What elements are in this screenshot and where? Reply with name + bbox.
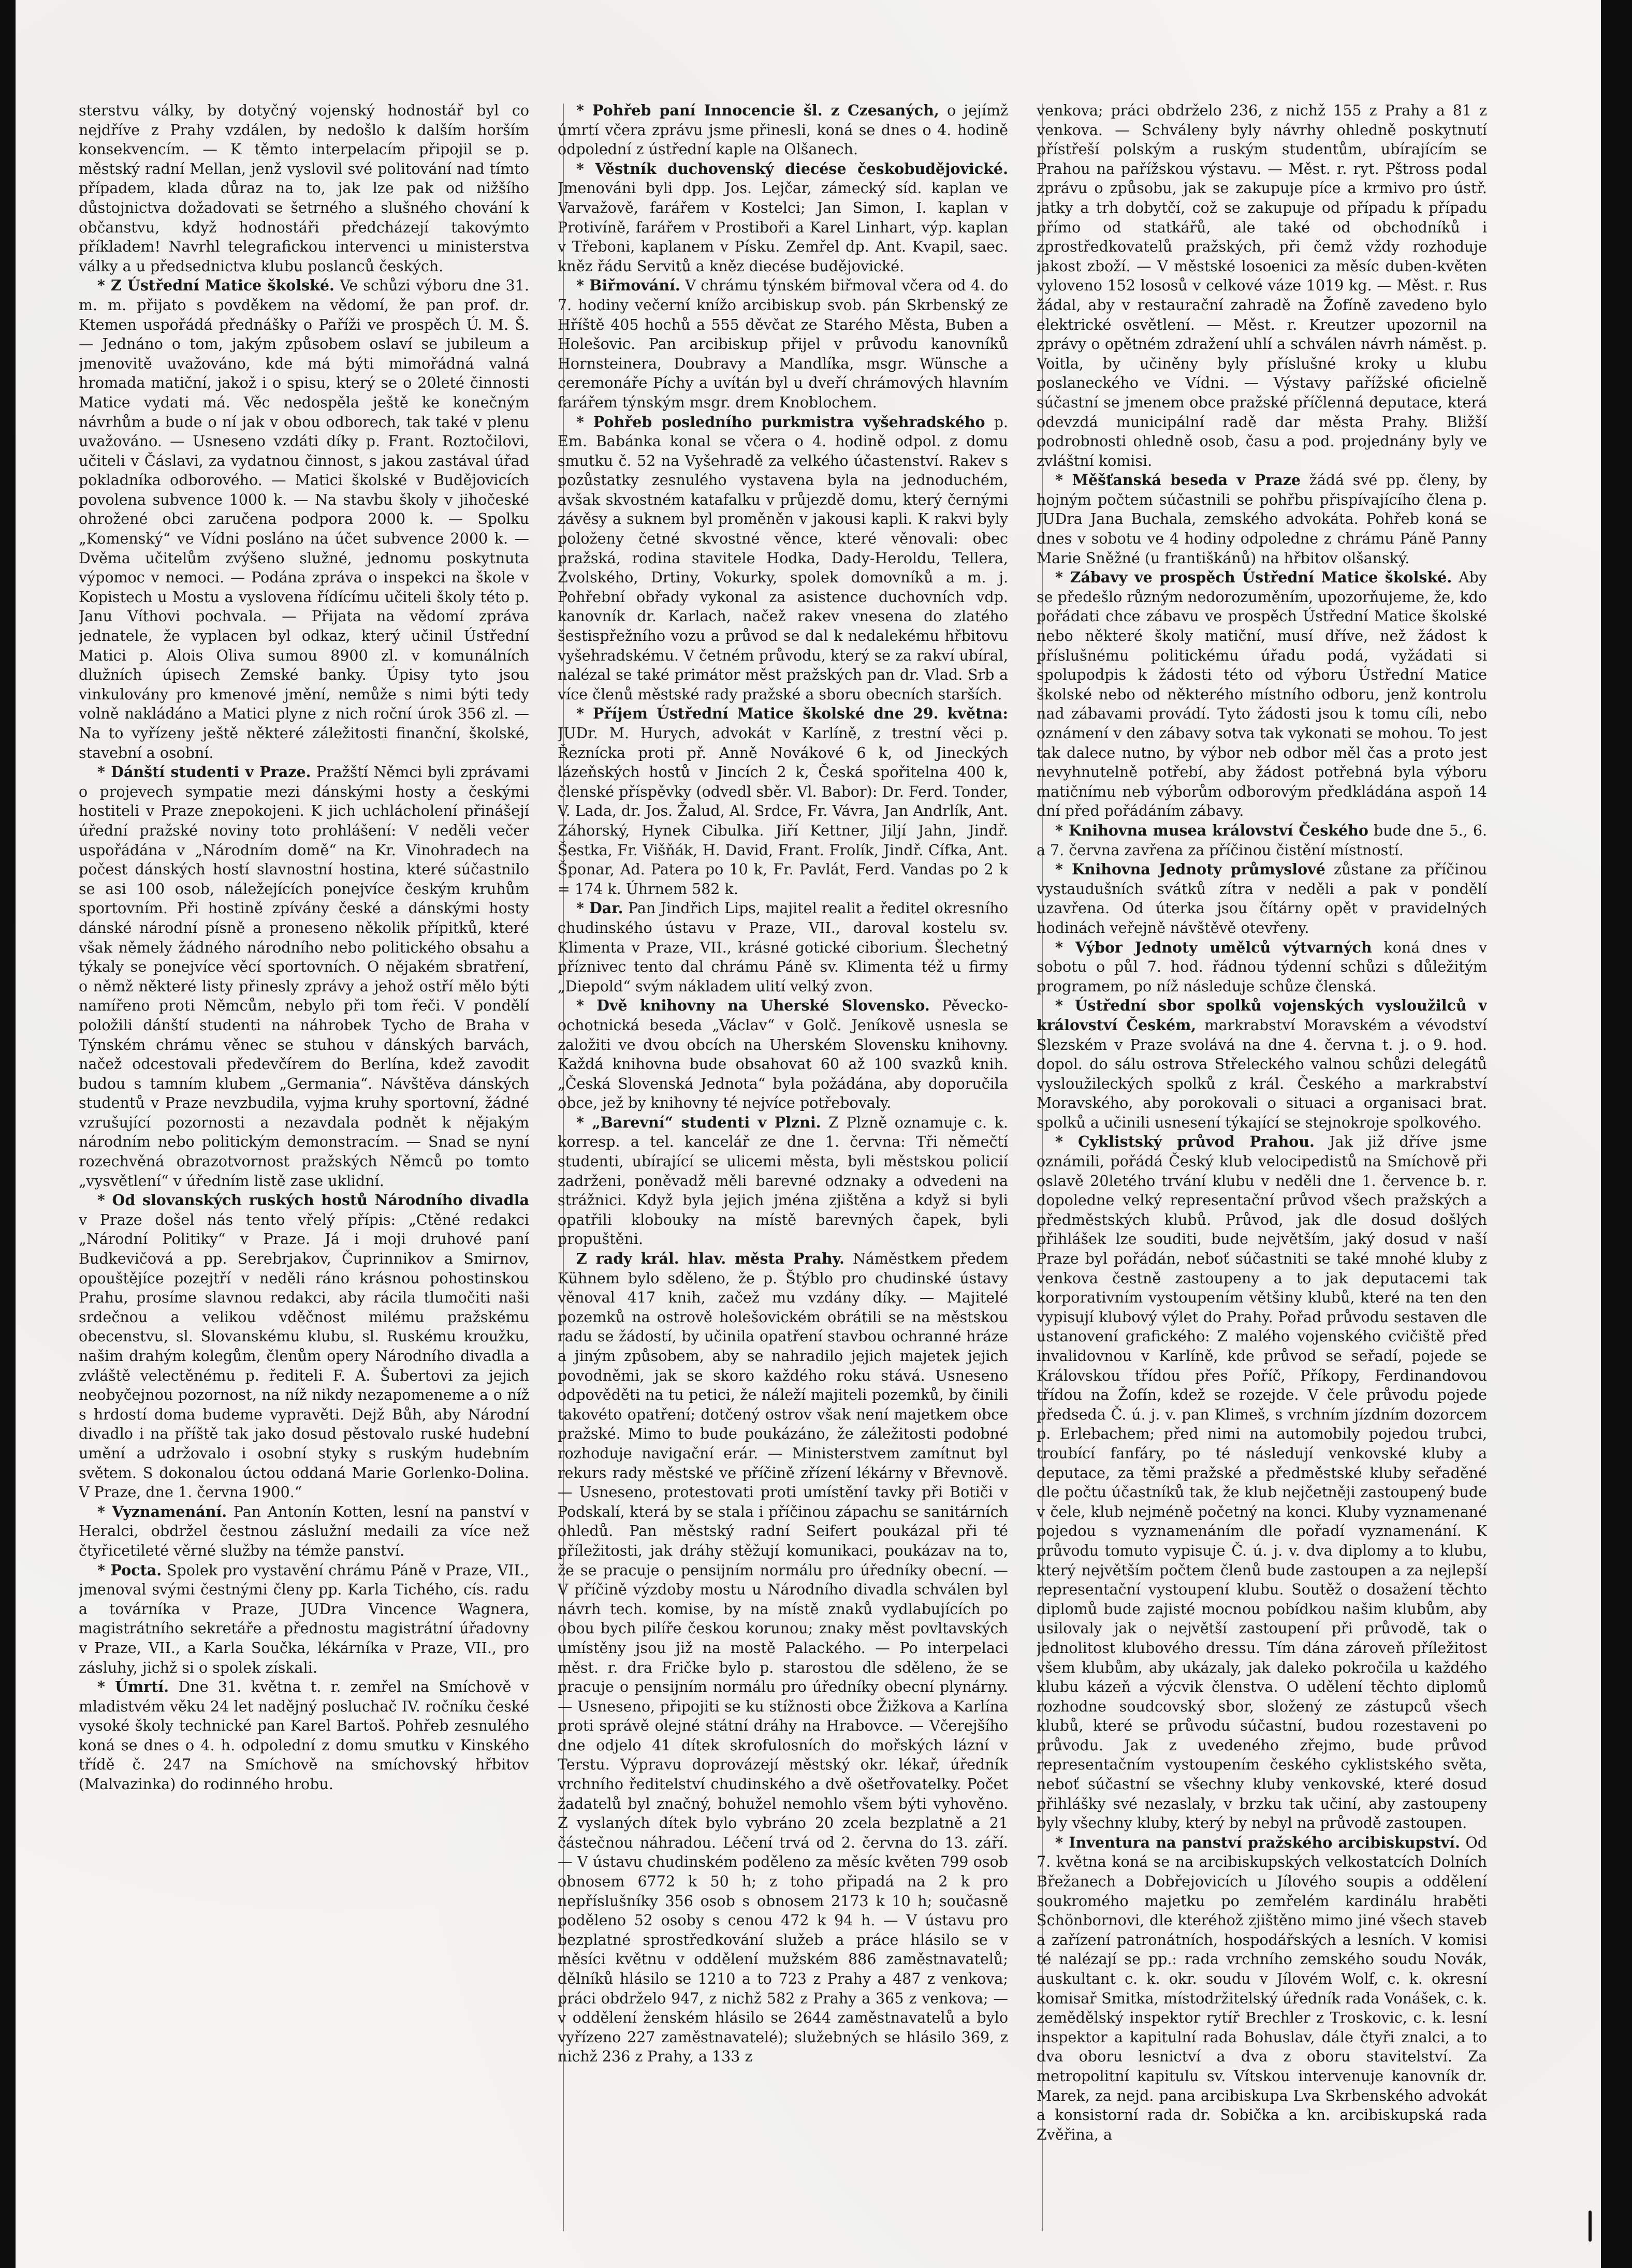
news-item: [79, 763, 529, 1191]
news-item: [558, 413, 1008, 705]
news-item-heading: * Příjem Ústřední Matice školské dne 29. května:: [576, 705, 1008, 723]
news-item-body: Dne 31. května t. r. zemřel na Smíchově v mladistvém věku 24 let nadějný posluchač IV. ročníku české vysoké školy technické pan Karel Bartoš. Pohřeb zesnulého koná se dnes o 4. h. odpolední z domu smutku v Kinského třídě č. 247 na Smíchově na smíchovský hřbitov (Malvazinka) do rodinného hrobu.: [79, 1678, 529, 1793]
news-item: [1037, 471, 1487, 568]
news-item-body: Od 7. května koná se na arcibiskupských velkostatcích Dolních Břežanech a Dobřejovicích u Jílového soupis a oddělení soukromého majetku po zemřelém kardinálu hraběti Schönbornovi, dle kteréhož zjištěno mimo jiné všech staveb a zařízení patronátních, hospodářských a lesních. V komisi té nalézají se pp.: rada vrchního zemského soudu Novák, auskultant c. k. okr. soudu v Jílovém Wolf, c. k. okresní komisař Smitka, místodržitelský úředník rada Vonášek, c. k. zemědělský inspektor rytíř Brechler z Troskovic, c. k. lesní inspektor a kapitulní rada Bohuslav, dále čtyři znalci, a to dva oboru lesnictví a dva z oboru stavitelství. Za metropolitní kapitulu sv. Vítskou intervenuje kanovník dr. Marek, za nejd. pana arcibiskupa Lva Skrbenského advokát a konsistorní rada dr. Sobička a kn. arcibiskupská rada Zvěřina, a: [1037, 1834, 1487, 2143]
news-item-heading: * Věstník duchovenský diecése českobudějovické.: [576, 159, 1008, 178]
news-item: [79, 1677, 529, 1794]
news-item-body: bude dne 5., 6. a 7. června zavřena za příčinou čistění místností.: [1037, 822, 1487, 859]
news-item-heading: * Zábavy ve prospěch Ústřední Matice školské.: [1055, 568, 1452, 587]
page-edge-mark: [1589, 2211, 1592, 2242]
news-item-heading: * Úmrtí.: [97, 1678, 169, 1696]
news-item: [558, 1249, 1008, 2067]
news-item-body: Pěvecko-ochotnická beseda „Václav“ v Golč. Jeníkově usnesla se založiti ve dvou obcích na Uherském Slovensku knihovny. Každá knihovna bude obsahovat 60 až 100 svazků knih. „Česká Slovenská Jednota“ byla požádána, aby doporučila obce, jež by knihovny té nejvíce potřebovaly.: [558, 997, 1008, 1112]
news-item: [1037, 938, 1487, 997]
news-item-heading: * Měšťanská beseda v Praze: [1055, 471, 1301, 489]
news-item-heading: * Dvě knihovny na Uherské Slovensko.: [576, 997, 930, 1015]
article-text: [79, 101, 529, 276]
news-item-heading: * Pohřeb posledního purkmistra vyšehradského: [576, 413, 985, 431]
column-middle: [558, 101, 1008, 2234]
news-item-body: p. Em. Babánka konal se včera o 4. hodině odpol. z domu smutku č. 52 na Vyšehradě za velkého účastenství. Rakev s pozůstatky zesnulého vystavena byla na jednoduchém, avšak skvostném katafalku v průjezdě domu, který černými závěsy a suknem byl proměněn v jakousi kapli. K rakvi byly položeny četné skvostné věnce, které věnovali: obec pražská, rodina stavitele Hodka, Dady-Heroldu, Tellera, Zvolského, Drtiny, Vokurky, spolek domovníků a m. j. Pohřební obřady vykonal za asistence duchovních vdp. kanovník dr. Karlach, načež rakev vnesena do zlatého šestispřežního vozu a průvod se dal k nedalekému hřbitovu vyšehradskému. V četném průvodu, který se za rakví ubíral, nalézal se také primátor měst pražských pan dr. Vlad. Srb a více členů městské rady pražské a sboru obecních starších.: [558, 413, 1008, 703]
news-item: [558, 899, 1008, 996]
news-item: [1037, 996, 1487, 1132]
news-item-heading: * Z Ústřední Matice školské.: [97, 276, 334, 295]
news-item: [1037, 1833, 1487, 2145]
news-item-heading: * Vyznamenání.: [97, 1502, 227, 1520]
news-item-body: Pražští Němci byli zprávami o projevech sympatie mezi dánskými hosty a českými hostiteli v Praze znepokojeni. K jich uchlácholení přinášejí úřední pražské noviny toto prohlášení: V neděli večer uspořádána v „Národním domě“ na Kr. Vinohradech na počest dánských hostí slavnostní hostina, které súčastnilo se asi 100 osob, náležejících ponejvíce českým kruhům sportovním. Při hostině zpívány české a dánskými hosty dánské národní písně a proneseno několik přípitků, které však němely žádného národního nebo politického obsahu a týkaly se ponejvíce věcí sportovních. O nějakém sbratření, o němž některé listy přinesly zprávy a jehož ostří mělo býti namířeno proti Němcům, nebylo při tom řeči. V pondělí položili dánští studenti na náhrobek Tycho de Braha v Týnském chrámu věnec se stuhou v dánských barvách, načež odcestovali předevčírem do Berlína, kdež zavodit budou s tamním klubem „Germania“. Návštěva dánských studentů v Praze nevzbudila, vyjma kruhy sportovní, žádné vzrušující pozornosti a nezavdala podnět k nějakým národním nebo politickým demonstracím. — Snad se nyní rozechvěná obrazotvornost pražských Němců po tomto „vysvětlení“ v úředním listě zase uklidní.: [79, 764, 529, 1190]
news-item-heading: * Knihovna Jednoty průmyslové: [1055, 860, 1325, 879]
news-item-body: Jmenováni byli dpp. Jos. Lejčar, zámecký síd. kaplan ve Varvažově, farářem v Kostelci; Jan Simon, I. kaplan v Protivíně, farářem v Prostiboři a Karel Linhart, výp. kaplan v Třeboni, kaplanem v Písku. Zemřel dp. Ant. Kvapil, saec. kněz řádu Servitů a kněz diecése budějovické.: [558, 180, 1008, 275]
news-item-heading: * Výbor Jednoty umělců výtvarných: [1055, 938, 1372, 956]
news-item-body: V chrámu týnském biřmoval včera od 4. do 7. hodiny večerní knížo arcibiskup svob. pán Skrbenský ze Hříště 405 hochů a 555 děvčat ze Starého Města, Buben a Holešovic. Pan arcibiskup přijel v průvodu kanovníků Hornsteinera, Doubravy a Mandlíka, msgr. Wünsche a ceremonáře Píchy a uvítán byl u dveří chrámových hlavním farářem týnským msgr. drem Knoblochem.: [558, 277, 1008, 411]
news-item: [1037, 860, 1487, 938]
news-item: [1037, 1132, 1487, 1833]
news-item-body: Pan Jindřich Lips, majitel realit a ředitel okresního chudinského ústavu v Praze, VII., daroval kostelu sv. Klimenta v Praze, VII., krásné gotické ciborium. Šlechetný příznivec tento dal chrámu Páně sv. Klimenta též u firmy „Diepold“ svým nákladem ulití velký zvon.: [558, 900, 1008, 995]
news-item: [558, 101, 1008, 159]
news-item: [79, 276, 529, 763]
news-item-body: žádá své pp. členy, by hojným počtem súčastnili se pohřbu přispívajícího člena p. JUDra Jana Buchala, zemského advokáta. Pohřeb koná se dnes v sobotu ve 4 hodiny odpoledne z chrámu Páně Panny Marie Sněžné (u františkánů) na hřbitov olšanský.: [1037, 472, 1487, 567]
news-item-heading: * Inventura na panství pražského arcibiskupství.: [1055, 1833, 1460, 1851]
news-item-heading: * Od slovanských ruských hostů Národního divadla: [97, 1191, 529, 1209]
news-item-body: o jejímž úmrtí včera zprávu jsme přinesli, koná se dnes o 4. hodině odpolední z ústřední kaple na Olšanech.: [558, 102, 1008, 158]
news-item-body: Ve schůzi výboru dne 31. m. m. přijato s povděkem na vědomí, že pan prof. dr. Ktemen uspořádá přednášky o Paříži ve prospěch Ú. M. Š. — Jednáno o tom, jakým způsobem oslaví se jubileum a jmenovitě uvažováno, kde má býti mimořádná valná hromada matiční, jakož i o spisu, který se o 20leté činnosti Matice vydati má. Věc nedospěla ještě ke konečným návrhům a bude o ní jak v obou odborech, tak také v plenu uvažováno. — Usneseno vzdáti díky p. Frant. Roztočilovi, učiteli v Čáslavi, za vydatnou činnost, s jakou zastával úřad pokladníka odborového. — Matici školské v Budějovicích povolena subvence 1000 k. — Na stavbu školy v jihočeské ohrožené obci zaručena podpora 2000 k. — Spolku „Komenský“ ve Vídni posláno na účet subvence 2000 k. — Dvěma učitelům zvýšeno služné, jednomu poskytnuta výpomoc v nemoci. — Podána zpráva o inspekci na škole v Kopistech u Mostu a vyslovena řídícímu učiteli školy této p. Janu Víthovi pochvala. — Přijata na vědomí zpráva jednatele, že vyplacen byl odkaz, který učinil Ústřední Matici p. Alois Oliva sumou 8900 zl. v komunálních dlužních úpisech Zemské banky. Úpisy tyto jsou vinkulovány pro kmenové jmění, nemůže s nimi býti tedy volně nakládáno a Matici plyne z nich roční úrok 356 zl. — Na to vyřízeny ještě některé záležitosti finanční, školské, stavební a osobní.: [79, 277, 529, 762]
news-item: [558, 276, 1008, 412]
news-item-body: koná dnes v sobotu o půl 7. hod. řádnou týdenní schůzi s důležitým programem, po níž následuje schůze členská.: [1037, 939, 1487, 995]
newspaper-page: [16, 0, 1601, 2268]
news-item-body: Z Plzně oznamuje c. k. korresp. a tel. kancelář ze dne 1. června: Tři němečtí studenti, ubírající se ulicemi města, byli městskou policií zadrženi, poněvadž měli barevné odznaky a odvedeni na strážnici. Když byla jejich jména zjištěna a když si byli opatřili klobouky na místě barevných čapek, byli propuštěni.: [558, 1114, 1008, 1248]
news-item-heading: * Dánští studenti v Praze.: [97, 763, 311, 781]
news-item-heading: * Knihovna musea království Českého: [1055, 821, 1368, 839]
news-item-body: Aby se předešlo různým nedorozuměním, upozorňujeme, že, kdo pořádati chce zábavu ve prospěch Ústřední Matice školské nebo některé školy matiční, musí dříve, než žádost k příslušnému politickému úřadu podá, vyžádati si spolupodpis k žádosti této od výboru Ústřední Matice školské nebo od některého místního odboru, jenž kontrolu nad zábavami provádí. Tyto žádosti jsou k tomu cíli, nebo oznámení v den zábavy sotva tak vykonati se mohou. To jest tak dalece nutno, by výbor neb odbor měl čas a proto jest nevyhnutelně potřebí, aby žádost potřebná byla výboru matičnímu neb výborům odborovým předkládána aspoň 14 dní před pořádáním zábavy.: [1037, 569, 1487, 820]
news-item-body: Náměstkem předem Kühnem bylo sděleno, že p. Štýblo pro chudinské ústavy věnoval 417 knih, začež mu vzdány díky. — Majitelé pozemků na ostrově holešovickém obrátili se na městskou radu se žádostí, by učinila opatření stavbou ochranné hráze a jiným způsobem, aby se nahradilo jejich majetek jejich povodněmi, jak se skoro každého roku stává. Usneseno odpověděti na tu petici, že náleží majiteli pozemků, by činili takovéto opatření; dotčený ostrov však není majetkem obce pražské. Mimo to bude poukázáno, že záležitosti podobné rozhoduje navigační erár. — Ministerstvem zamítnut byl rekurs rady městské ve příčině zřízení lékárny v Břevnově. — Usneseno, protestovati proti umístění tavky při Botiči v Podskalí, která by se stala i příčinou zápachu se sanitárních ohledů. Pan městský radní Seifert poukázal při té příležitosti, jak dráhy stěžují komunikaci, poukázav na to, že se pracuje o pensijním normálu pro úředníky obecní. — V příčině výzdoby mostu u Národního divadla schválen byl návrh tech. komise, by na místě znaků vydlabujících po obou bych pilíře českou korunou; znaky měst povltavských umístěny jsou již na mostě Palackého. — Po interpelaci měst. r. dra Fričke bylo p. starostou dle sděleno, že se pracuje o pensijním normálu pro úředníky obecní plynárny. — Usneseno, připojiti se ku stížnosti obce Žižkova a Karlína proti správě olejné státní dráhy na Hrabovce. — Včerejšího dne odjelo 41 dítek skrofulosních do mořských lázní v Terstu. Výpravu doprovázejí městský okr. lékař, úředník vrchního ředitelství chudinského a dvě ošetřovatelky. Počet žadatelů byl značný, bohužel nemohlo všem býti vyhověno. Z vyslaných dítek bylo vybráno 20 zcela bezplatně a 21 částečnou náhradou. Léčení trvá od 2. června do 13. září. — V ústavu chudinském poděleno za měsíc květen 799 osob obnosem 6772 k 50 h; z toho připadá na 2 k pro nepříslušníky 356 osob s obnosem 2173 k 10 h; současně poděleno 52 osoby s cenou 472 k 94 h. — V ústavu pro bezplatné sprostředkování služeb a práce hlásilo se v měsíci květnu v oddělení mužském 886 zaměstnavatelů; dělníků hlásilo se 1210 a to 723 z Prahy a 487 z venkova; práci obdrželo 947, z nichž 582 z Prahy a 365 z venkova; — v oddělení ženském hlásilo se 2644 zaměstnavatelů a bylo vyřízeno 227 zaměstnavatelé); služebných se hlásilo 369, z nichž 236 z Prahy, a 133 z: [558, 1250, 1008, 2066]
news-item-heading: Z rady král. hlav. města Prahy.: [576, 1250, 844, 1268]
news-item-body: Pan Antonín Kotten, lesní na panství v Heralci, obdržel čestnou záslužní medaili za více než čtyřicetileté věrné služby na témže panství.: [79, 1503, 529, 1559]
news-item-heading: * Dar.: [576, 899, 623, 917]
news-item-body: markrabství Moravském a vévodství Slezském v Praze svolává na dne 4. června t. j. o 9. hod. dopol. do sálu ostrova Střeleckého valnou schůzi delegátů vysloužileckých spolků z král. Českého a markrabství Moravského, aby porokovali o situaci a organisaci brat. spolků a učinili usnesení týkající se stejnokroje spolkového.: [1037, 1016, 1487, 1131]
news-item-heading: * Biřmování.: [576, 276, 680, 295]
news-item: [1037, 568, 1487, 821]
news-item-body: sterstvu války, by dotyčný vojenský hodnostář byl co nejdříve z Prahy vzdálen, by nedošlo k dalším horším konsekvencím. — K těmto interpelacím připojil se p. městský radní Mellan, jenž vyslovil své politování nad tímto případem, klada důraz na to, jak lze pak od nižšího důstojnictva dožadovati se šetrného a slušného chování k občanstvu, když hodnostáři předcházejí takovýmto příkladem! Navrhl telegrafickou intervenci u ministerstva války a u předsednictva klubu poslanců českých.: [79, 102, 529, 275]
news-item: [558, 159, 1008, 276]
news-item-body: v Praze došel nás tento vřelý přípis: „Ctěné redakci „Národní Politiky“ v Praze. Já i moji druhové paní Budkevičová a pp. Serebrjakov, Čuprinnikov a Smirnov, opouštějíce pozejtří v neděli ráno krásnou pohostinskou Prahu, prosíme slavnou redakci, aby rácila tlumočiti naši srdečnou a velikou vděčnost milému pražskému obecenstvu, sl. Slovanskému klubu, sl. Ruskému kroužku, našim drahým kolegům, členům opery Národního divadla a zvláště velectěnému p. řediteli F. A. Šubertovi za jejich neobyčejnou pozornost, na níž nikdy nezapomeneme a o níž s hrdostí doma budeme vypravěti. Dejž Bůh, aby Národní divadlo i na příště tak jako dosud pěstovalo ruské hudební umění a udržovalo i osobní styky s ruským hudebním světem. S dokonalou úctou oddaná Marie Gorlenko-Dolina. V Praze, dne 1. června 1900.“: [79, 1211, 529, 1501]
text-columns: [79, 101, 1518, 2239]
news-item-body: venkova; práci obdrželo 236, z nichž 155 z Prahy a 81 z venkova. — Schváleny byly návrhy ohledně poskytnutí přístřeší polským a ruským studentům, ubírajícím se Prahou na pařížskou výstavu. — Měst. r. ryt. Pštross podal zprávu o způsobu, jak se zakupuje píce a krmivo pro ústř. jatky a trh dobytčí, což se zakupuje od případu k případu přímo od statkářů, ale také od obchodníků i zprostředkovatelů pražských, při čemž vždy rozhoduje jakost zboží. — V městské losoenici za měsíc duben-květen vyloveno 152 lososů v celkové váze 1019 kg. — Měst. r. Rus žádal, aby v restaurační zahradě na Žofíně zavedeno bylo elektrické osvětlení. — Měst. r. Kreutzer upozornil na zprávy o opětném zdražení uhlí a schválen návrh náměst. p. Voitla, by učiněny byly příslušné kroky u klubu poslaneckého ve Vídni. — Výstavy pařížské oficielně súčastní se jmenem obce pražské příčlenná deputace, která odevzdá municipální radě dar města Prahy. Bližší podrobnosti ohledně osob, času a pod. projednány byly ve zvláštní komisi.: [1037, 102, 1487, 470]
news-item: [558, 996, 1008, 1113]
news-item-body: Spolek pro vystavění chrámu Páně v Praze, VII., jmenoval svými čestnými členy pp. Karla Tichého, cís. radu a továrníka v Praze, JUDra Vincence Wagnera, magistrátního sekretáře a přednostu magistrátní úřadovny v Praze, VII., a Karla Součka, lékárníka v Praze, VII., pro zásluhy, jichž si o spolek získali.: [79, 1561, 529, 1676]
news-item: [558, 1113, 1008, 1249]
news-item-heading: * Cyklistský průvod Prahou.: [1055, 1133, 1315, 1151]
news-item-body: JUDr. M. Hurych, advokát v Karlíně, z trestní věci p. Řeznícka proti př. Anně Novákové 6 k, od Jineckých lázeňských hostů v Jincích 2 k, Česká spořitelna 400 k, členské příspěvky (odvedl sběr. Vl. Babor): Dr. Ferd. Tonder, V. Lada, dr. Jos. Žalud, Al. Srdce, Fr. Vávra, Jan Andrlík, Ant. Záhorský, Hynek Cibulka. Jiří Kettner, Jiljí Jahn, Jindř. Šestka, Fr. Višňák, H. David, Frant. Frolík, Jindř. Cífka, Ant. Šponar, Ad. Patera po 10 k, Fr. Pavlát, Ferd. Vandas po 2 k = 174 k. Úhrnem 582 k.: [558, 725, 1008, 898]
column-right: [1037, 101, 1487, 2234]
news-item-heading: * „Barevní“ studenti v Plzni.: [576, 1113, 821, 1131]
news-item: [558, 704, 1008, 899]
news-item: [79, 1191, 529, 1502]
news-item: [79, 1502, 529, 1561]
news-item: [79, 1561, 529, 1678]
article-text: [1037, 101, 1487, 471]
news-item-heading: * Pocta.: [97, 1561, 162, 1579]
news-item: [1037, 821, 1487, 860]
news-item-heading: * Ústřední sbor spolků vojenských vysloužilců v království Českém,: [1037, 997, 1487, 1034]
news-item-heading: * Pohřeb paní Innocencie šl. z Czesaných,: [576, 101, 939, 119]
news-item-body: zůstane za příčinou vystaudušních svátků zítra v neděli a pak v pondělí uzavřena. Od úterka jsou čítárny opět v pravidelných hodinách veřejně návštěvě otevřeny.: [1037, 861, 1487, 937]
news-item-body: Jak již dříve jsme oznámili, pořádá Český klub velocipedistů na Smíchově při oslavě 20letého trvání klubu v neděli dne 1. července b. r. dopoledne velký representační průvod všech pražských a předměstských klubů. Průvod, jak dle dosud došlých přihlášek lze souditi, bude největším, jaký dosud v naší Praze byl pořádán, neboť súčastniti se také mnohé kluby z venkova čestně zastoupeny a to jak deputacemi tak korporativním vystoupením většiny klubů, které na ten den vypisují klubový výlet do Prahy. Pořad průvodu sestaven dle ustanovení grafického: Z malého vojenského cvičiště před invalidovnou v Karlíně, kde průvod se seřadí, pojede se Královskou třídou přes Poříč, Příkopy, Ferdinandovou třídou na Žofín, kdež se rozejde. V čele průvodu pojede předseda Č. ú. j. v. pan Klimeš, s vrchním jízdním dozorcem p. Erlebachem; před nimi na automobily pojedou trubci, troubící fanfáry, po té následují venkovské kluby a deputace, za těmi pražské a předměstské kluby seřaděné dle počtu účastníků tak, že klub nejčetněji zastoupený bude v čele, klub nejméně početný na konci. Kluby vyznamenané pojedou s vyznamenáním dle pořadí vyznamenání. K průvodu tomuto vypisuje Č. ú. j. v. dva diplomy a to klubu, který největším počtem členů bude zastoupen a za nejlepší representační vystoupení klubu. Soutěž o dosažení těchto diplomů bude zajisté mocnou pobídkou našim klubům, aby usilovaly jak o největší zastoupení při průvodě, tak o jednolitost klubového dressu. Tím dána zároveň příležitost všem klubům, aby ukázaly, jak daleko pokročila u každého klubu kázeň a výcvik členstva. O udělení těchto diplomů rozhodne soudcovský sbor, složený ze zástupců všech klubů, které se průvodu súčastní, budou rozestaveni po průvodu. Jak z uvedeného zřejmo, bude průvod representačním vystoupením českého cyklistského světa, neboť súčastní se všechny kluby venkovské, které dosud přihlášky své nezaslaly, v brzku tak učiní, aby zastoupeny byly všechny kluby, který by nebyl na průvodě zastoupen.: [1037, 1133, 1487, 1832]
column-left: [79, 101, 529, 2234]
